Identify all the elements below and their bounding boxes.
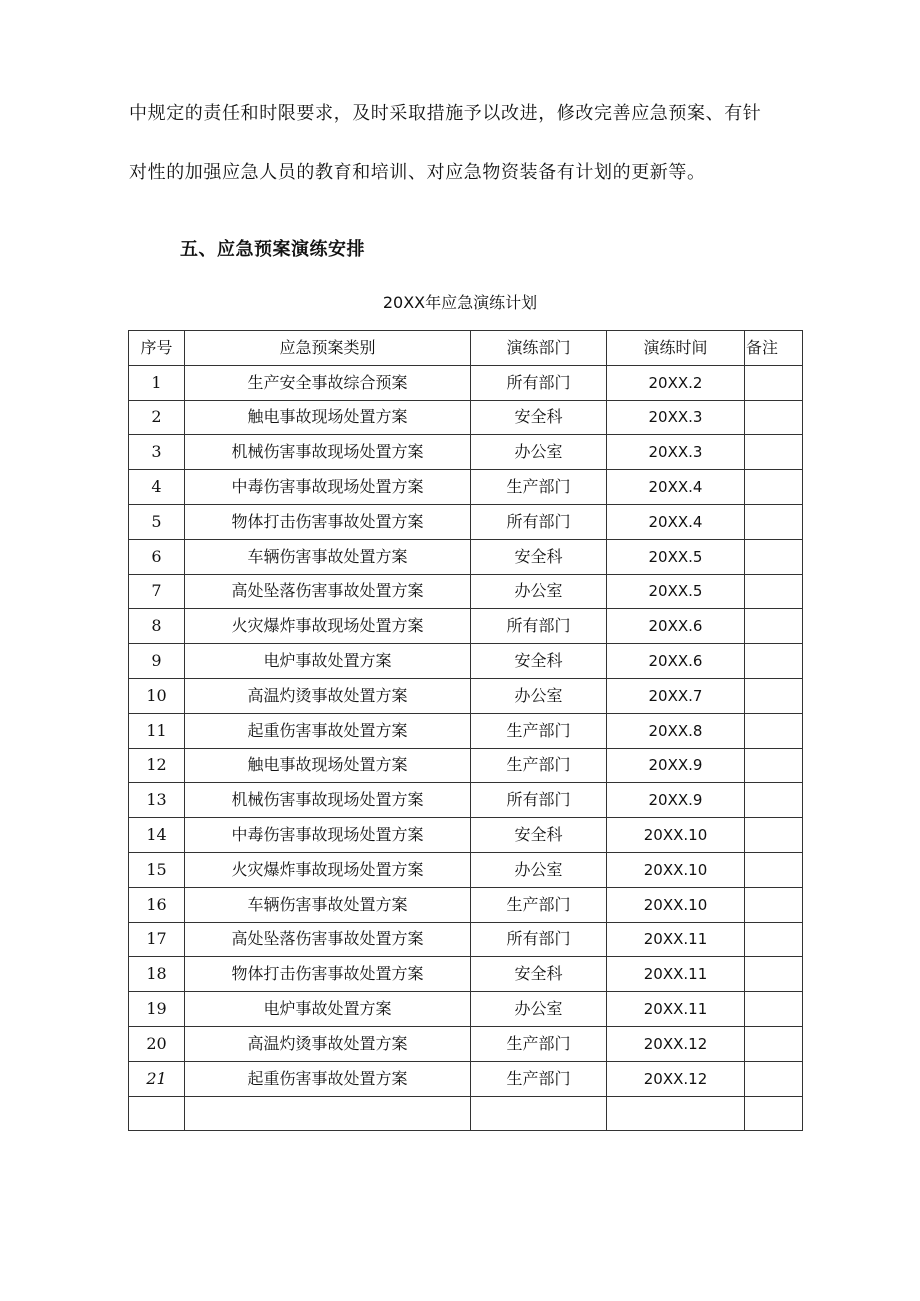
cell-category: 高温灼烫事故处置方案: [185, 678, 471, 713]
table-row: [129, 1061, 803, 1096]
cell-time: 20XX.7: [607, 678, 745, 713]
cell-category: 高处坠落伤害事故处置方案: [185, 574, 471, 609]
cell-time: 20XX.3: [607, 400, 745, 435]
cell-no: 16: [129, 887, 185, 922]
cell-time: 20XX.10: [607, 887, 745, 922]
cell-category: 电炉事故处置方案: [185, 992, 471, 1027]
cell-no: 6: [129, 539, 185, 574]
table-row: [129, 435, 803, 470]
cell-remark: [745, 992, 803, 1027]
table-row: [129, 713, 803, 748]
cell-time: 20XX.9: [607, 748, 745, 783]
cell-time: 20XX.11: [607, 922, 745, 957]
cell-no: 20: [129, 1026, 185, 1061]
table-row: [129, 365, 803, 400]
cell-no: 9: [129, 644, 185, 679]
cell-dept: 办公室: [471, 574, 607, 609]
cell-category: [185, 1096, 471, 1131]
cell-time: 20XX.9: [607, 783, 745, 818]
cell-no: 18: [129, 957, 185, 992]
cell-category: 电炉事故处置方案: [185, 644, 471, 679]
table-row: [129, 678, 803, 713]
cell-no: 13: [129, 783, 185, 818]
cell-remark: [745, 887, 803, 922]
cell-no: [129, 1096, 185, 1131]
cell-time: 20XX.4: [607, 470, 745, 505]
cell-no: 12: [129, 748, 185, 783]
cell-dept: 安全科: [471, 957, 607, 992]
cell-no: 15: [129, 852, 185, 887]
cell-dept: 安全科: [471, 644, 607, 679]
cell-dept: [471, 1096, 607, 1131]
table-row: [129, 644, 803, 679]
table-row: [129, 818, 803, 853]
cell-time: 20XX.4: [607, 504, 745, 539]
cell-dept: 所有部门: [471, 783, 607, 818]
cell-category: 物体打击伤害事故处置方案: [185, 504, 471, 539]
cell-no: 21: [129, 1061, 185, 1096]
cell-no: 10: [129, 678, 185, 713]
cell-dept: 生产部门: [471, 713, 607, 748]
cell-remark: [745, 504, 803, 539]
cell-time: 20XX.3: [607, 435, 745, 470]
table-row: [129, 783, 803, 818]
table-row: [129, 957, 803, 992]
cell-no: 19: [129, 992, 185, 1027]
table-row: [129, 470, 803, 505]
cell-category: 高温灼烫事故处置方案: [185, 1026, 471, 1061]
cell-dept: 办公室: [471, 852, 607, 887]
table-row: [129, 922, 803, 957]
cell-category: 中毒伤害事故现场处置方案: [185, 470, 471, 505]
cell-time: 20XX.2: [607, 365, 745, 400]
cell-dept: 安全科: [471, 539, 607, 574]
header-time: 演练时间: [607, 331, 745, 366]
cell-time: 20XX.10: [607, 852, 745, 887]
cell-no: 8: [129, 609, 185, 644]
cell-category: 火灾爆炸事故现场处置方案: [185, 852, 471, 887]
cell-remark: [745, 957, 803, 992]
body-paragraph-2: 对性的加强应急人员的教育和培训、对应急物资装备有计划的更新等。: [129, 162, 706, 183]
table-header-row: [129, 331, 803, 366]
table-row: [129, 504, 803, 539]
cell-remark: [745, 609, 803, 644]
cell-dept: 办公室: [471, 992, 607, 1027]
cell-remark: [745, 644, 803, 679]
cell-remark: [745, 783, 803, 818]
cell-dept: 安全科: [471, 818, 607, 853]
cell-no: 2: [129, 400, 185, 435]
cell-time: 20XX.10: [607, 818, 745, 853]
cell-category: 火灾爆炸事故现场处置方案: [185, 609, 471, 644]
drill-plan-table: [128, 330, 803, 1131]
body-paragraph-1: 中规定的责任和时限要求，及时采取措施予以改进，修改完善应急预案、有针: [129, 103, 762, 124]
cell-time: 20XX.5: [607, 574, 745, 609]
cell-category: 中毒伤害事故现场处置方案: [185, 818, 471, 853]
cell-category: 机械伤害事故现场处置方案: [185, 783, 471, 818]
cell-category: 物体打击伤害事故处置方案: [185, 957, 471, 992]
cell-time: 20XX.11: [607, 957, 745, 992]
cell-no: 3: [129, 435, 185, 470]
cell-time: 20XX.5: [607, 539, 745, 574]
cell-remark: [745, 1061, 803, 1096]
cell-remark: [745, 365, 803, 400]
table-title: 20XX年应急演练计划: [382, 293, 538, 312]
cell-dept: 生产部门: [471, 1026, 607, 1061]
cell-dept: 生产部门: [471, 1061, 607, 1096]
cell-time: [607, 1096, 745, 1131]
table-row: [129, 1096, 803, 1131]
cell-category: 车辆伤害事故处置方案: [185, 539, 471, 574]
cell-dept: 办公室: [471, 678, 607, 713]
header-no: 序号: [129, 331, 185, 366]
cell-dept: 所有部门: [471, 504, 607, 539]
cell-no: 17: [129, 922, 185, 957]
cell-category: 高处坠落伤害事故处置方案: [185, 922, 471, 957]
cell-time: 20XX.8: [607, 713, 745, 748]
cell-remark: [745, 922, 803, 957]
cell-remark: [745, 713, 803, 748]
cell-remark: [745, 435, 803, 470]
cell-no: 1: [129, 365, 185, 400]
cell-remark: [745, 818, 803, 853]
cell-no: 7: [129, 574, 185, 609]
table-row: [129, 852, 803, 887]
cell-category: 触电事故现场处置方案: [185, 400, 471, 435]
cell-remark: [745, 470, 803, 505]
cell-dept: 办公室: [471, 435, 607, 470]
table-row: [129, 574, 803, 609]
table-row: [129, 400, 803, 435]
table-row: [129, 887, 803, 922]
cell-remark: [745, 539, 803, 574]
cell-time: 20XX.6: [607, 644, 745, 679]
cell-dept: 安全科: [471, 400, 607, 435]
cell-category: 起重伤害事故处置方案: [185, 1061, 471, 1096]
cell-dept: 所有部门: [471, 365, 607, 400]
table-row: [129, 748, 803, 783]
cell-no: 5: [129, 504, 185, 539]
cell-time: 20XX.12: [607, 1026, 745, 1061]
cell-remark: [745, 748, 803, 783]
cell-remark: [745, 678, 803, 713]
cell-category: 触电事故现场处置方案: [185, 748, 471, 783]
cell-remark: [745, 1026, 803, 1061]
cell-time: 20XX.12: [607, 1061, 745, 1096]
cell-dept: 所有部门: [471, 922, 607, 957]
header-dept: 演练部门: [471, 331, 607, 366]
cell-dept: 生产部门: [471, 887, 607, 922]
cell-remark: [745, 574, 803, 609]
cell-time: 20XX.6: [607, 609, 745, 644]
table-row: [129, 992, 803, 1027]
cell-dept: 所有部门: [471, 609, 607, 644]
cell-dept: 生产部门: [471, 748, 607, 783]
cell-category: 车辆伤害事故处置方案: [185, 887, 471, 922]
cell-no: 11: [129, 713, 185, 748]
header-remark: 备注: [745, 331, 803, 366]
cell-category: 机械伤害事故现场处置方案: [185, 435, 471, 470]
cell-remark: [745, 1096, 803, 1131]
cell-no: 14: [129, 818, 185, 853]
cell-remark: [745, 852, 803, 887]
section-heading: 五、应急预案演练安排: [180, 239, 365, 260]
table-row: [129, 539, 803, 574]
header-category: 应急预案类别: [185, 331, 471, 366]
cell-time: 20XX.11: [607, 992, 745, 1027]
table-row: [129, 1026, 803, 1061]
table-row: [129, 609, 803, 644]
cell-remark: [745, 400, 803, 435]
cell-no: 4: [129, 470, 185, 505]
cell-dept: 生产部门: [471, 470, 607, 505]
cell-category: 起重伤害事故处置方案: [185, 713, 471, 748]
cell-category: 生产安全事故综合预案: [185, 365, 471, 400]
